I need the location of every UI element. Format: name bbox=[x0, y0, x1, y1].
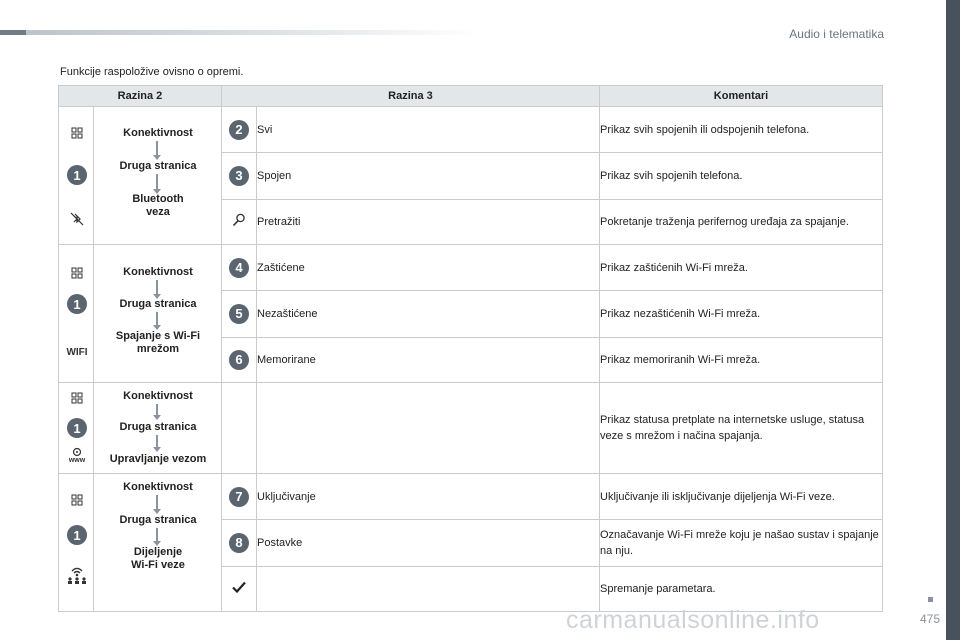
level2-item: Dijeljenje Wi-Fi veze bbox=[131, 546, 185, 571]
comment-cell: Prikaz svih spojenih ili odspojenih telefona. bbox=[600, 107, 883, 153]
grid-icon bbox=[68, 389, 86, 407]
key-badge: 4 bbox=[229, 258, 249, 278]
level2-item: Druga stranica bbox=[119, 421, 197, 433]
key-cell bbox=[222, 245, 257, 291]
group-badge: 1 bbox=[67, 165, 87, 185]
level2-path bbox=[94, 383, 222, 474]
group-icons bbox=[59, 107, 94, 245]
page-number: 475 bbox=[919, 612, 940, 626]
table-row bbox=[59, 107, 883, 153]
level3-cell: Spojen bbox=[257, 153, 600, 199]
arrow-down-icon bbox=[156, 312, 158, 327]
intro-text: Funkcije raspoložive ovisno o opremi. bbox=[60, 66, 244, 78]
key-badge: 6 bbox=[229, 350, 249, 370]
www-label: www bbox=[68, 456, 86, 464]
key-badge: 2 bbox=[229, 120, 249, 140]
table-row bbox=[59, 245, 883, 291]
header-accent-bar bbox=[0, 30, 480, 35]
page-marker bbox=[928, 597, 933, 602]
header-comments: Komentari bbox=[600, 86, 883, 107]
header-accent-block bbox=[0, 30, 26, 35]
key-cell bbox=[222, 474, 257, 520]
level3-cell: Uključivanje bbox=[257, 474, 600, 520]
bluetooth-icon bbox=[68, 210, 86, 228]
arrow-down-icon bbox=[156, 280, 158, 296]
level2-item: Konektivnost bbox=[123, 390, 193, 402]
table-row bbox=[59, 474, 883, 520]
level2-item: Bluetooth veza bbox=[132, 193, 184, 218]
arrow-down-icon bbox=[156, 528, 158, 543]
grid-icon bbox=[68, 264, 86, 282]
key-badge: 7 bbox=[229, 487, 249, 507]
key-cell bbox=[222, 153, 257, 199]
level3-cell bbox=[257, 383, 600, 474]
level2-item: Konektivnost bbox=[123, 266, 193, 278]
key-badge: 5 bbox=[229, 304, 249, 324]
level3-cell: Postavke bbox=[257, 520, 600, 566]
key-badge: 3 bbox=[229, 166, 249, 186]
group-badge: 1 bbox=[67, 294, 87, 314]
level2-path bbox=[94, 107, 222, 245]
key-cell bbox=[222, 337, 257, 382]
level2-path bbox=[94, 474, 222, 612]
search-icon bbox=[231, 212, 247, 231]
level2-path bbox=[94, 245, 222, 383]
comment-cell: Prikaz zaštićenih Wi-Fi mreža. bbox=[600, 245, 883, 291]
level2-item: Konektivnost bbox=[123, 481, 193, 493]
table-header-row bbox=[59, 86, 883, 107]
arrow-down-icon bbox=[156, 404, 158, 417]
arrow-down-icon bbox=[156, 495, 158, 511]
settings-table bbox=[58, 85, 883, 612]
www-icon bbox=[67, 446, 87, 464]
wifi-icon: WIFI bbox=[66, 346, 88, 358]
arrow-down-icon bbox=[156, 141, 158, 157]
check-icon bbox=[232, 580, 246, 597]
comment-cell: Označavanje Wi-Fi mreže koju je našao sustav i spajanje na nju. bbox=[600, 520, 883, 566]
level3-cell: Pretražiti bbox=[257, 199, 600, 244]
level3-cell: Nezaštićene bbox=[257, 291, 600, 337]
comment-cell: Prikaz svih spojenih telefona. bbox=[600, 153, 883, 199]
key-cell bbox=[222, 520, 257, 566]
watermark: carmanualsonline.info bbox=[566, 606, 820, 634]
level2-item: Upravljanje vezom bbox=[109, 453, 207, 465]
arrow-down-icon bbox=[156, 435, 158, 449]
level2-item: Druga stranica bbox=[119, 298, 197, 310]
level3-cell: Memorirane bbox=[257, 337, 600, 382]
key-cell bbox=[222, 199, 257, 244]
level3-cell: Svi bbox=[257, 107, 600, 153]
arrow-down-icon bbox=[156, 174, 158, 191]
table-row bbox=[59, 383, 883, 474]
side-strip bbox=[946, 0, 960, 640]
comment-cell: Prikaz nezaštićenih Wi-Fi mreža. bbox=[600, 291, 883, 337]
share-icon bbox=[65, 564, 89, 586]
level2-item: Konektivnost bbox=[123, 127, 193, 139]
group-badge: 1 bbox=[67, 418, 87, 438]
level3-cell: Zaštićene bbox=[257, 245, 600, 291]
comment-cell: Prikaz statusa pretplate na internetske usluge, statusa veze s mrežom i načina spajanja. bbox=[600, 383, 883, 474]
group-badge: 1 bbox=[67, 525, 87, 545]
comment-cell: Pokretanje traženja perifernog uređaja za spajanje. bbox=[600, 199, 883, 244]
grid-icon bbox=[68, 124, 86, 142]
group-icons bbox=[59, 245, 94, 383]
comment-cell: Prikaz memoriranih Wi-Fi mreža. bbox=[600, 337, 883, 382]
key-badge: 8 bbox=[229, 533, 249, 553]
group-icons bbox=[59, 474, 94, 612]
key-cell bbox=[222, 383, 257, 474]
header-level2: Razina 2 bbox=[59, 86, 222, 107]
level2-item: Druga stranica bbox=[119, 514, 197, 526]
level2-item: Druga stranica bbox=[119, 160, 197, 172]
header-level3: Razina 3 bbox=[222, 86, 600, 107]
comment-cell: Uključivanje ili isključivanje dijeljenja Wi-Fi veze. bbox=[600, 474, 883, 520]
grid-icon bbox=[68, 491, 86, 509]
key-cell bbox=[222, 566, 257, 611]
comment-cell: Spremanje parametara. bbox=[600, 566, 883, 611]
key-cell bbox=[222, 107, 257, 153]
key-cell bbox=[222, 291, 257, 337]
level3-cell bbox=[257, 566, 600, 611]
level2-item: Spajanje s Wi-Fi mrežom bbox=[115, 330, 201, 355]
group-icons bbox=[59, 383, 94, 474]
section-title: Audio i telematika bbox=[789, 27, 884, 41]
